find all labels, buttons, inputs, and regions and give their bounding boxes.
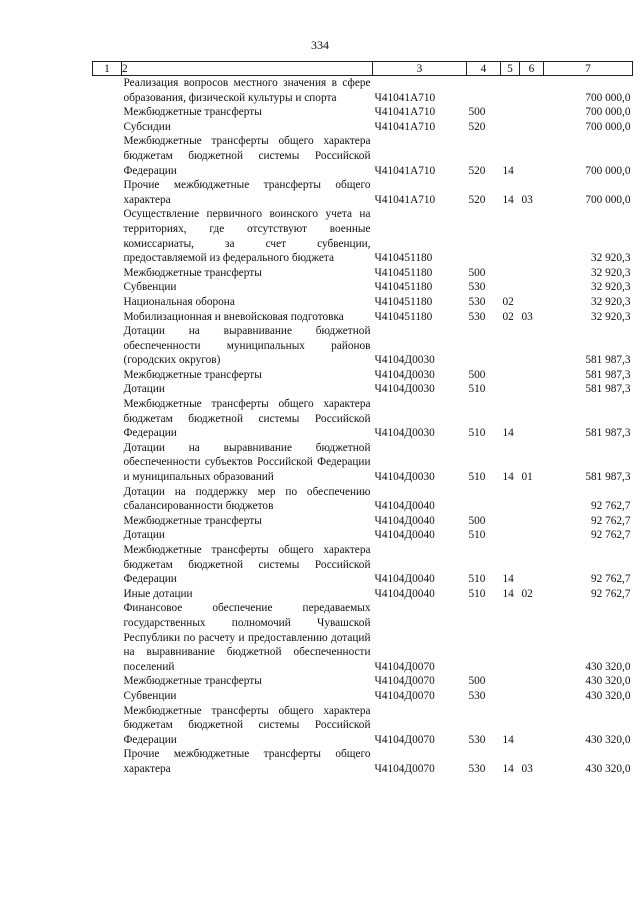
- table-row: [93, 324, 633, 368]
- row-expense-type-cell: 530: [468, 310, 486, 323]
- row-name-cell: Финансовое обеспечение передаваемых государственных полномочий Чувашской Республики по расчету и предоставлению дотаций на выравнивание бюджетной обеспеченности поселений: [123, 602, 374, 673]
- row-expense-type-cell: 520: [468, 193, 486, 206]
- table-row: [93, 76, 633, 106]
- table-row: [93, 368, 633, 383]
- row-subsection-cell: [520, 601, 544, 674]
- row-expense-type-cell: [467, 324, 501, 368]
- row-section-cell: 02: [502, 295, 514, 308]
- row-number-cell: [93, 689, 122, 704]
- row-number-cell: [93, 178, 122, 207]
- page-number: 334: [311, 38, 329, 52]
- table-row: [93, 397, 633, 441]
- row-section-cell: [501, 280, 520, 295]
- row-expense-type-cell: [467, 207, 501, 265]
- row-sum-cell: 700 000,0: [585, 164, 631, 177]
- row-name-cell: Межбюджетные трансферты общего характера бюджетам бюджетной системы Российской Федерации: [123, 398, 374, 440]
- row-code-cell: Ч4104Д0040: [374, 573, 435, 586]
- row-name-cell: Осуществление первичного воинского учета на территориях, где отсутствуют военные комиссариаты, за счет субвенции, предоставляемой из федерального бюджета: [123, 208, 374, 265]
- row-expense-type-cell: 520: [468, 120, 486, 133]
- row-subsection-cell: [520, 674, 544, 689]
- row-number-cell: [93, 134, 122, 178]
- row-section-cell: 14: [502, 193, 514, 206]
- row-expense-type-cell: [467, 76, 501, 106]
- row-code-cell: Ч41041А710: [374, 164, 436, 177]
- row-sum-cell: 581 987,3: [585, 368, 631, 381]
- row-name-cell: Межбюджетные трансферты общего характера бюджетам бюджетной системы Российской Федерации: [123, 704, 374, 746]
- row-name-cell: Межбюджетные трансферты: [123, 368, 262, 381]
- row-number-cell: [93, 747, 122, 776]
- row-sum-cell: 581 987,3: [585, 383, 631, 396]
- row-code-cell: Ч4104Д0030: [374, 383, 435, 396]
- row-name-cell: Дотации: [123, 383, 165, 396]
- row-subsection-cell: 03: [521, 310, 533, 323]
- row-name-cell: Межбюджетные трансферты: [123, 675, 262, 688]
- row-code-cell: Ч41041А710: [374, 106, 436, 119]
- row-section-cell: [501, 528, 520, 543]
- row-code-cell: Ч4104Д0070: [374, 762, 435, 775]
- row-name-cell: Реализация вопросов местного значения в сфере образования, физической культуры и спорта: [123, 77, 374, 104]
- row-expense-type-cell: 530: [468, 295, 486, 308]
- row-subsection-cell: [520, 485, 544, 514]
- row-code-cell: Ч4104Д0030: [374, 368, 435, 381]
- row-number-cell: [93, 324, 122, 368]
- table-row: [93, 280, 633, 295]
- row-code-cell: Ч41041А710: [374, 120, 436, 133]
- row-expense-type-cell: 510: [468, 383, 486, 396]
- row-expense-type-cell: 500: [468, 368, 486, 381]
- row-section-cell: [501, 120, 520, 135]
- row-number-cell: [93, 485, 122, 514]
- row-name-cell: Иные дотации: [123, 587, 193, 600]
- row-code-cell: Ч4104Д0040: [374, 500, 435, 513]
- column-header-3: 3: [373, 62, 467, 76]
- row-code-cell: Ч410451180: [374, 281, 433, 294]
- row-name-cell: Национальная оборона: [123, 295, 235, 308]
- table-row: [93, 601, 633, 674]
- row-sum-cell: 430 320,0: [585, 675, 631, 688]
- row-section-cell: [501, 207, 520, 265]
- row-expense-type-cell: 510: [468, 573, 486, 586]
- row-number-cell: [93, 280, 122, 295]
- row-section-cell: [501, 105, 520, 120]
- table-row: [93, 485, 633, 514]
- row-name-cell: Межбюджетные трансферты: [123, 106, 262, 119]
- row-number-cell: [93, 674, 122, 689]
- row-subsection-cell: [520, 266, 544, 281]
- row-name-cell: Прочие межбюджетные трансферты общего характера: [123, 179, 374, 206]
- row-sum-cell: 430 320,0: [585, 660, 631, 673]
- budget-table-body: [93, 62, 633, 777]
- row-code-cell: Ч4104Д0070: [374, 675, 435, 688]
- row-expense-type-cell: 510: [468, 529, 486, 542]
- row-number-cell: [93, 704, 122, 748]
- row-sum-cell: 700 000,0: [585, 193, 631, 206]
- row-number-cell: [93, 528, 122, 543]
- row-expense-type-cell: 500: [468, 675, 486, 688]
- row-subsection-cell: 03: [521, 193, 533, 206]
- row-name-cell: Субсидии: [123, 120, 171, 133]
- row-subsection-cell: [520, 207, 544, 265]
- row-section-cell: 14: [502, 471, 514, 484]
- table-row: [93, 266, 633, 281]
- row-expense-type-cell: 530: [468, 762, 486, 775]
- row-expense-type-cell: 520: [468, 164, 486, 177]
- table-row: [93, 382, 633, 397]
- row-subsection-cell: [520, 382, 544, 397]
- row-code-cell: Ч4104Д0040: [374, 587, 435, 600]
- row-name-cell: Дотации на выравнивание бюджетной обеспеченности муниципальных районов (городских округов): [123, 325, 374, 367]
- row-name-cell: Дотации на поддержку мер по обеспечению сбалансированности бюджетов: [123, 485, 374, 513]
- table-row: [93, 587, 633, 602]
- row-subsection-cell: [520, 368, 544, 383]
- row-sum-cell: 92 762,7: [590, 514, 631, 527]
- row-section-cell: [501, 324, 520, 368]
- row-code-cell: Ч4104Д0040: [374, 514, 435, 527]
- row-code-cell: Ч4104Д0070: [374, 733, 435, 746]
- column-header-7: 7: [544, 62, 633, 76]
- row-expense-type-cell: 530: [468, 281, 486, 294]
- row-number-cell: [93, 310, 122, 325]
- row-number-cell: [93, 120, 122, 135]
- row-sum-cell: 32 920,3: [590, 266, 631, 279]
- row-subsection-cell: [520, 280, 544, 295]
- row-code-cell: Ч4104Д0030: [374, 354, 435, 367]
- row-sum-cell: 32 920,3: [590, 295, 631, 308]
- row-subsection-cell: 01: [521, 471, 533, 484]
- row-section-cell: 14: [502, 427, 514, 440]
- table-header-row: [93, 62, 633, 76]
- row-name-cell: Межбюджетные трансферты: [123, 266, 262, 279]
- row-number-cell: [93, 295, 122, 310]
- row-code-cell: Ч4104Д0070: [374, 689, 435, 702]
- row-number-cell: [93, 441, 122, 485]
- row-code-cell: Ч410451180: [374, 310, 433, 323]
- row-code-cell: Ч41041А710: [374, 193, 436, 206]
- row-sum-cell: 581 987,3: [585, 354, 631, 367]
- row-sum-cell: 92 762,7: [590, 587, 631, 600]
- row-subsection-cell: [520, 514, 544, 529]
- row-subsection-cell: [520, 324, 544, 368]
- row-subsection-cell: 03: [521, 762, 533, 775]
- table-row: [93, 514, 633, 529]
- table-row: [93, 120, 633, 135]
- table-row: [93, 528, 633, 543]
- row-number-cell: [93, 266, 122, 281]
- row-code-cell: Ч4104Д0040: [374, 529, 435, 542]
- row-section-cell: [501, 382, 520, 397]
- row-subsection-cell: [520, 295, 544, 310]
- row-expense-type-cell: 530: [468, 689, 486, 702]
- row-name-cell: Межбюджетные трансферты общего характера бюджетам бюджетной системы Российской Федерации: [123, 135, 374, 177]
- row-sum-cell: 92 762,7: [590, 529, 631, 542]
- row-section-cell: 14: [502, 164, 514, 177]
- table-row: [93, 689, 633, 704]
- row-expense-type-cell: 510: [468, 427, 486, 440]
- row-number-cell: [93, 397, 122, 441]
- row-expense-type-cell: 500: [468, 266, 486, 279]
- row-section-cell: [501, 601, 520, 674]
- row-code-cell: Ч41041А710: [374, 91, 436, 104]
- column-header-5: 5: [501, 62, 520, 76]
- row-sum-cell: 430 320,0: [585, 689, 631, 702]
- row-sum-cell: 700 000,0: [585, 91, 631, 104]
- row-expense-type-cell: 500: [468, 106, 486, 119]
- row-code-cell: Ч410451180: [374, 266, 433, 279]
- row-section-cell: 02: [502, 310, 514, 323]
- row-section-cell: [501, 514, 520, 529]
- row-name-cell: Межбюджетные трансферты: [123, 514, 262, 527]
- row-section-cell: [501, 674, 520, 689]
- row-subsection-cell: [520, 134, 544, 178]
- table-row: [93, 441, 633, 485]
- row-code-cell: Ч4104Д0030: [374, 427, 435, 440]
- row-sum-cell: 700 000,0: [585, 106, 631, 119]
- row-section-cell: 14: [502, 762, 514, 775]
- table-row: [93, 310, 633, 325]
- row-expense-type-cell: 510: [468, 587, 486, 600]
- row-section-cell: 14: [502, 573, 514, 586]
- column-header-4: 4: [467, 62, 501, 76]
- table-row: [93, 178, 633, 207]
- budget-table: [92, 61, 633, 777]
- table-row: [93, 543, 633, 587]
- row-sum-cell: 32 920,3: [590, 281, 631, 294]
- row-section-cell: [501, 266, 520, 281]
- row-sum-cell: 92 762,7: [590, 500, 631, 513]
- column-header-2: 2: [122, 62, 373, 76]
- table-row: [93, 704, 633, 748]
- table-row: [93, 207, 633, 265]
- row-code-cell: Ч410451180: [374, 252, 433, 265]
- row-name-cell: Дотации на выравнивание бюджетной обеспеченности субъектов Российской Федерации и муниципальных образований: [123, 441, 374, 484]
- row-subsection-cell: [520, 120, 544, 135]
- row-subsection-cell: [520, 397, 544, 441]
- row-code-cell: Ч4104Д0030: [374, 471, 435, 484]
- table-row: [93, 105, 633, 120]
- row-name-cell: Мобилизационная и вневойсковая подготовка: [123, 310, 344, 323]
- row-section-cell: [501, 689, 520, 704]
- row-sum-cell: 32 920,3: [590, 252, 631, 265]
- row-sum-cell: 581 987,3: [585, 471, 631, 484]
- row-sum-cell: 430 320,0: [585, 733, 631, 746]
- row-expense-type-cell: [467, 485, 501, 514]
- row-subsection-cell: [520, 543, 544, 587]
- row-subsection-cell: [520, 105, 544, 120]
- row-sum-cell: 92 762,7: [590, 573, 631, 586]
- row-name-cell: Субвенции: [123, 281, 177, 294]
- row-number-cell: [93, 601, 122, 674]
- table-row: [93, 134, 633, 178]
- table-row: [93, 674, 633, 689]
- row-number-cell: [93, 514, 122, 529]
- row-expense-type-cell: 500: [468, 514, 486, 527]
- row-sum-cell: 430 320,0: [585, 762, 631, 775]
- row-code-cell: Ч4104Д0070: [374, 660, 435, 673]
- row-number-cell: [93, 587, 122, 602]
- row-expense-type-cell: 510: [468, 471, 486, 484]
- row-section-cell: 14: [502, 733, 514, 746]
- row-number-cell: [93, 207, 122, 265]
- row-name-cell: Межбюджетные трансферты общего характера бюджетам бюджетной системы Российской Федерации: [123, 544, 374, 586]
- row-subsection-cell: [520, 689, 544, 704]
- row-section-cell: [501, 485, 520, 514]
- row-subsection-cell: [520, 528, 544, 543]
- row-name-cell: Дотации: [123, 529, 165, 542]
- row-expense-type-cell: [467, 601, 501, 674]
- row-section-cell: 14: [502, 587, 514, 600]
- row-sum-cell: 32 920,3: [590, 310, 631, 323]
- column-header-1: 1: [93, 62, 122, 76]
- table-row: [93, 747, 633, 776]
- row-number-cell: [93, 76, 122, 106]
- row-number-cell: [93, 543, 122, 587]
- row-code-cell: Ч410451180: [374, 295, 433, 308]
- row-expense-type-cell: 530: [468, 733, 486, 746]
- row-subsection-cell: [520, 76, 544, 106]
- row-name-cell: Субвенции: [123, 689, 177, 702]
- row-sum-cell: 700 000,0: [585, 120, 631, 133]
- row-sum-cell: 581 987,3: [585, 427, 631, 440]
- row-number-cell: [93, 368, 122, 383]
- row-subsection-cell: 02: [521, 587, 533, 600]
- row-name-cell: Прочие межбюджетные трансферты общего характера: [123, 748, 374, 775]
- row-section-cell: [501, 368, 520, 383]
- row-number-cell: [93, 382, 122, 397]
- column-header-6: 6: [520, 62, 544, 76]
- table-row: [93, 295, 633, 310]
- row-section-cell: [501, 76, 520, 106]
- row-number-cell: [93, 105, 122, 120]
- row-subsection-cell: [520, 704, 544, 748]
